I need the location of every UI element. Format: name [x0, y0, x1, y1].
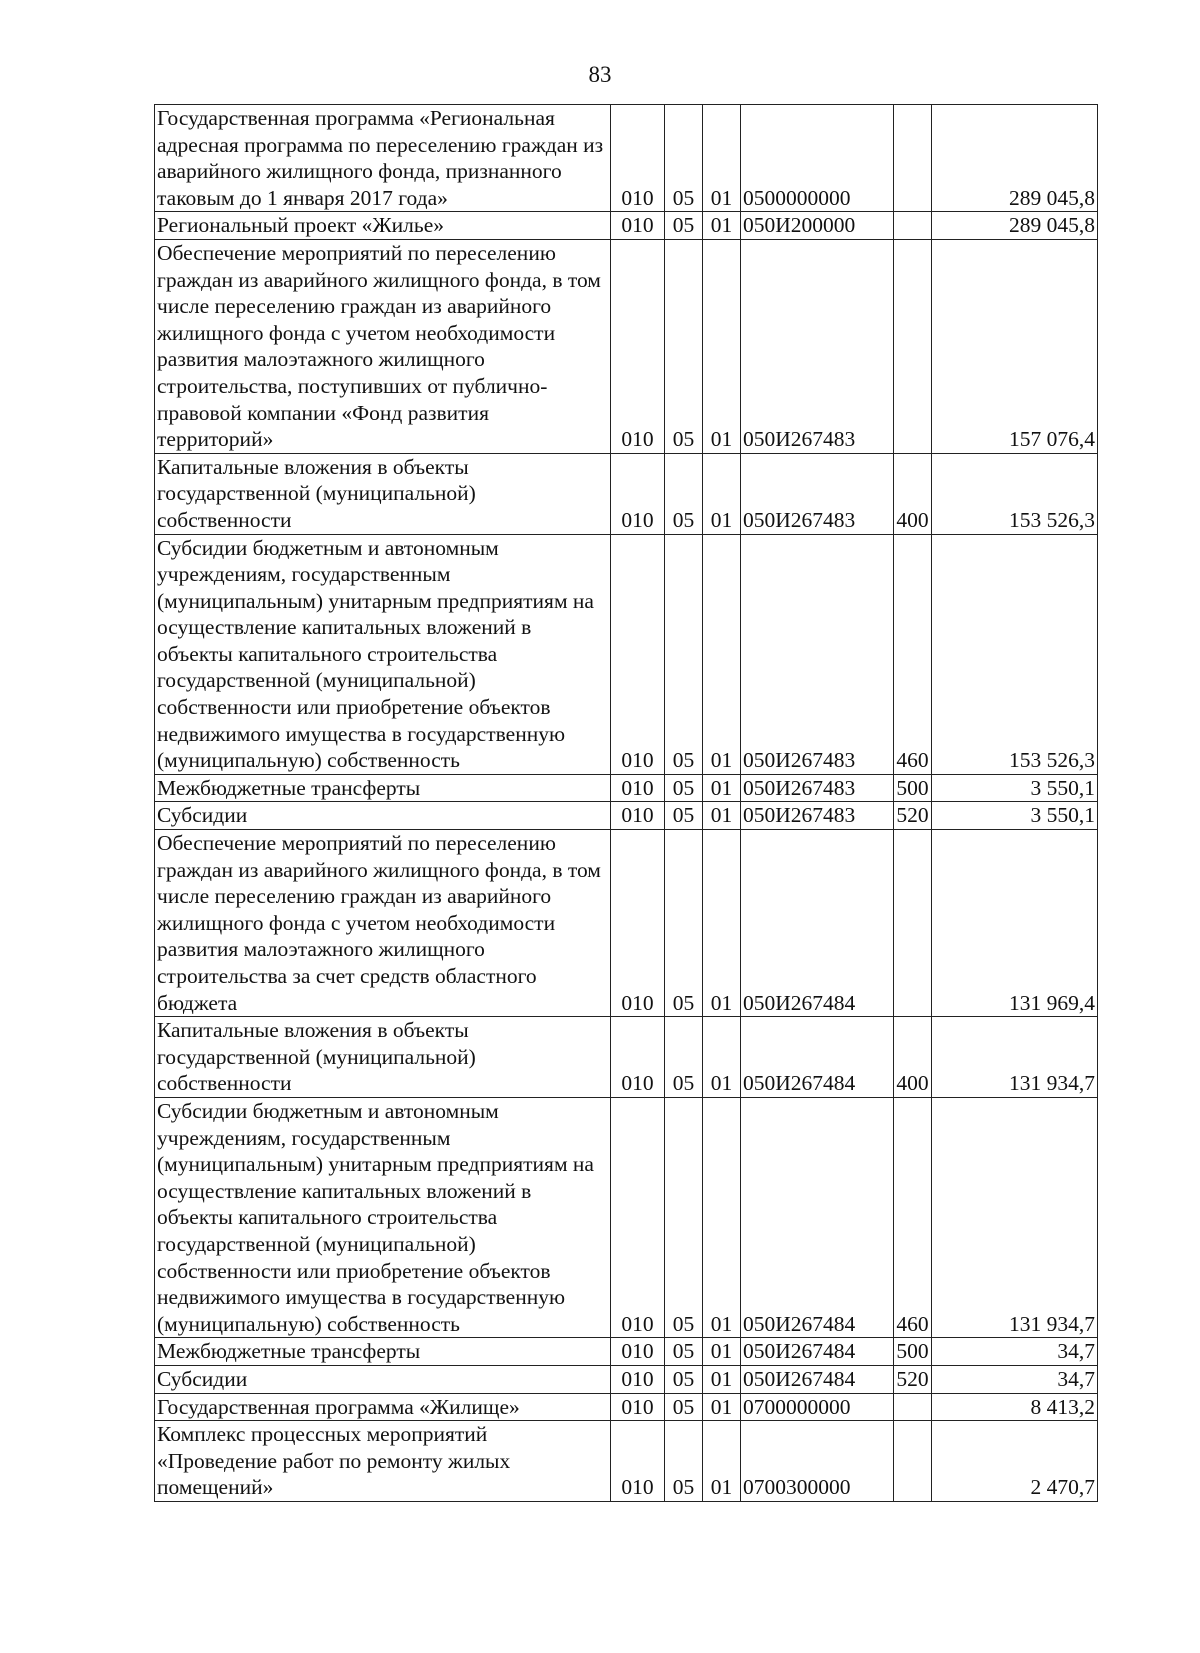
- amount-cell: 153 526,3: [932, 453, 1098, 534]
- section-code-cell: 05: [665, 105, 703, 212]
- amount-cell: 2 470,7: [932, 1421, 1098, 1502]
- target-article-cell: 050И267484: [741, 1097, 894, 1337]
- section-code-cell: 05: [665, 453, 703, 534]
- subsection-code-cell: 01: [703, 802, 741, 830]
- amount-cell: 153 526,3: [932, 534, 1098, 774]
- row-name-cell: Субсидии бюджетным и автономным учреждениям, государственным (муниципальным) унитарным предприятиям на осуществление капитальных вложений в объекты капитального строительства государственной (муниципальной) собственности или приобретение объектов недвижимого имущества в государственную (муниципальную) собственность: [155, 534, 611, 774]
- target-article-cell: 050И267483: [741, 802, 894, 830]
- amount-cell: 157 076,4: [932, 239, 1098, 453]
- row-name-cell: Обеспечение мероприятий по переселению граждан из аварийного жилищного фонда, в том числе переселению граждан из аварийного жилищного фонда с учетом необходимости развития малоэтажного жилищного строительства за счет средств областного бюджета: [155, 830, 611, 1017]
- expense-type-cell: 400: [894, 1017, 932, 1098]
- department-code-cell: 010: [611, 105, 665, 212]
- section-code-cell: 05: [665, 1365, 703, 1393]
- row-name-cell: Государственная программа «Региональная адресная программа по переселению граждан из аварийного жилищного фонда, признанного таковым до 1 января 2017 года»: [155, 105, 611, 212]
- amount-cell: 3 550,1: [932, 802, 1098, 830]
- expense-type-cell: 500: [894, 1338, 932, 1366]
- row-name-cell: Государственная программа «Жилище»: [155, 1393, 611, 1421]
- amount-cell: 131 934,7: [932, 1097, 1098, 1337]
- row-name-cell: Субсидии: [155, 1365, 611, 1393]
- row-name-cell: Межбюджетные трансферты: [155, 1338, 611, 1366]
- expense-type-cell: 400: [894, 453, 932, 534]
- row-name-cell: Субсидии бюджетным и автономным учреждениям, государственным (муниципальным) унитарным предприятиям на осуществление капитальных вложений в объекты капитального строительства государственной (муниципальной) собственности или приобретение объектов недвижимого имущества в государственную (муниципальную) собственность: [155, 1097, 611, 1337]
- subsection-code-cell: 01: [703, 534, 741, 774]
- department-code-cell: 010: [611, 1017, 665, 1098]
- section-code-cell: 05: [665, 802, 703, 830]
- section-code-cell: 05: [665, 1017, 703, 1098]
- table-row: [155, 534, 1098, 774]
- department-code-cell: 010: [611, 534, 665, 774]
- target-article-cell: 050И267484: [741, 1338, 894, 1366]
- department-code-cell: 010: [611, 1365, 665, 1393]
- subsection-code-cell: 01: [703, 774, 741, 802]
- expense-type-cell: [894, 1421, 932, 1502]
- target-article-cell: 050И267484: [741, 830, 894, 1017]
- budget-table: [154, 104, 1098, 1502]
- expense-type-cell: [894, 1393, 932, 1421]
- target-article-cell: 050И267484: [741, 1365, 894, 1393]
- amount-cell: 34,7: [932, 1338, 1098, 1366]
- subsection-code-cell: 01: [703, 1421, 741, 1502]
- row-name-cell: Капитальные вложения в объекты государственной (муниципальной) собственности: [155, 1017, 611, 1098]
- table-row: [155, 830, 1098, 1017]
- target-article-cell: 050И267483: [741, 774, 894, 802]
- expense-type-cell: 520: [894, 802, 932, 830]
- subsection-code-cell: 01: [703, 830, 741, 1017]
- subsection-code-cell: 01: [703, 105, 741, 212]
- department-code-cell: 010: [611, 212, 665, 240]
- table-row: [155, 1393, 1098, 1421]
- department-code-cell: 010: [611, 1393, 665, 1421]
- target-article-cell: 050И267483: [741, 534, 894, 774]
- row-name-cell: Комплекс процессных мероприятий «Проведение работ по ремонту жилых помещений»: [155, 1421, 611, 1502]
- expense-type-cell: 520: [894, 1365, 932, 1393]
- section-code-cell: 05: [665, 1421, 703, 1502]
- row-name-cell: Капитальные вложения в объекты государственной (муниципальной) собственности: [155, 453, 611, 534]
- table-row: [155, 453, 1098, 534]
- row-name-cell: Обеспечение мероприятий по переселению граждан из аварийного жилищного фонда, в том числе переселению граждан из аварийного жилищного фонда с учетом необходимости развития малоэтажного жилищного строительства, поступивших от публично-правовой компании «Фонд развития территорий»: [155, 239, 611, 453]
- amount-cell: 8 413,2: [932, 1393, 1098, 1421]
- table-row: [155, 1097, 1098, 1337]
- table-row: [155, 1017, 1098, 1098]
- table-row: [155, 239, 1098, 453]
- department-code-cell: 010: [611, 1097, 665, 1337]
- subsection-code-cell: 01: [703, 212, 741, 240]
- subsection-code-cell: 01: [703, 239, 741, 453]
- subsection-code-cell: 01: [703, 1393, 741, 1421]
- target-article-cell: 0500000000: [741, 105, 894, 212]
- expense-type-cell: 500: [894, 774, 932, 802]
- subsection-code-cell: 01: [703, 1365, 741, 1393]
- department-code-cell: 010: [611, 830, 665, 1017]
- expense-type-cell: 460: [894, 1097, 932, 1337]
- section-code-cell: 05: [665, 830, 703, 1017]
- table-row: [155, 212, 1098, 240]
- amount-cell: 34,7: [932, 1365, 1098, 1393]
- section-code-cell: 05: [665, 212, 703, 240]
- amount-cell: 289 045,8: [932, 105, 1098, 212]
- expense-type-cell: 460: [894, 534, 932, 774]
- amount-cell: 289 045,8: [932, 212, 1098, 240]
- department-code-cell: 010: [611, 802, 665, 830]
- target-article-cell: 0700300000: [741, 1421, 894, 1502]
- target-article-cell: 0700000000: [741, 1393, 894, 1421]
- table-row: [155, 802, 1098, 830]
- section-code-cell: 05: [665, 1393, 703, 1421]
- row-name-cell: Межбюджетные трансферты: [155, 774, 611, 802]
- subsection-code-cell: 01: [703, 453, 741, 534]
- subsection-code-cell: 01: [703, 1017, 741, 1098]
- target-article-cell: 050И267483: [741, 453, 894, 534]
- target-article-cell: 050И267483: [741, 239, 894, 453]
- expense-type-cell: [894, 830, 932, 1017]
- expense-type-cell: [894, 105, 932, 212]
- subsection-code-cell: 01: [703, 1097, 741, 1337]
- section-code-cell: 05: [665, 774, 703, 802]
- expense-type-cell: [894, 212, 932, 240]
- department-code-cell: 010: [611, 774, 665, 802]
- section-code-cell: 05: [665, 534, 703, 774]
- department-code-cell: 010: [611, 1421, 665, 1502]
- subsection-code-cell: 01: [703, 1338, 741, 1366]
- row-name-cell: Региональный проект «Жилье»: [155, 212, 611, 240]
- table-row: [155, 1421, 1098, 1502]
- department-code-cell: 010: [611, 453, 665, 534]
- page-number: 83: [588, 62, 612, 87]
- section-code-cell: 05: [665, 1097, 703, 1337]
- amount-cell: 131 934,7: [932, 1017, 1098, 1098]
- table-row: [155, 1365, 1098, 1393]
- table-row: [155, 1338, 1098, 1366]
- row-name-cell: Субсидии: [155, 802, 611, 830]
- target-article-cell: 050И267484: [741, 1017, 894, 1098]
- department-code-cell: 010: [611, 239, 665, 453]
- table-row: [155, 105, 1098, 212]
- expense-type-cell: [894, 239, 932, 453]
- amount-cell: 131 969,4: [932, 830, 1098, 1017]
- table-row: [155, 774, 1098, 802]
- amount-cell: 3 550,1: [932, 774, 1098, 802]
- section-code-cell: 05: [665, 239, 703, 453]
- table-body: [155, 105, 1098, 1502]
- section-code-cell: 05: [665, 1338, 703, 1366]
- target-article-cell: 050И200000: [741, 212, 894, 240]
- department-code-cell: 010: [611, 1338, 665, 1366]
